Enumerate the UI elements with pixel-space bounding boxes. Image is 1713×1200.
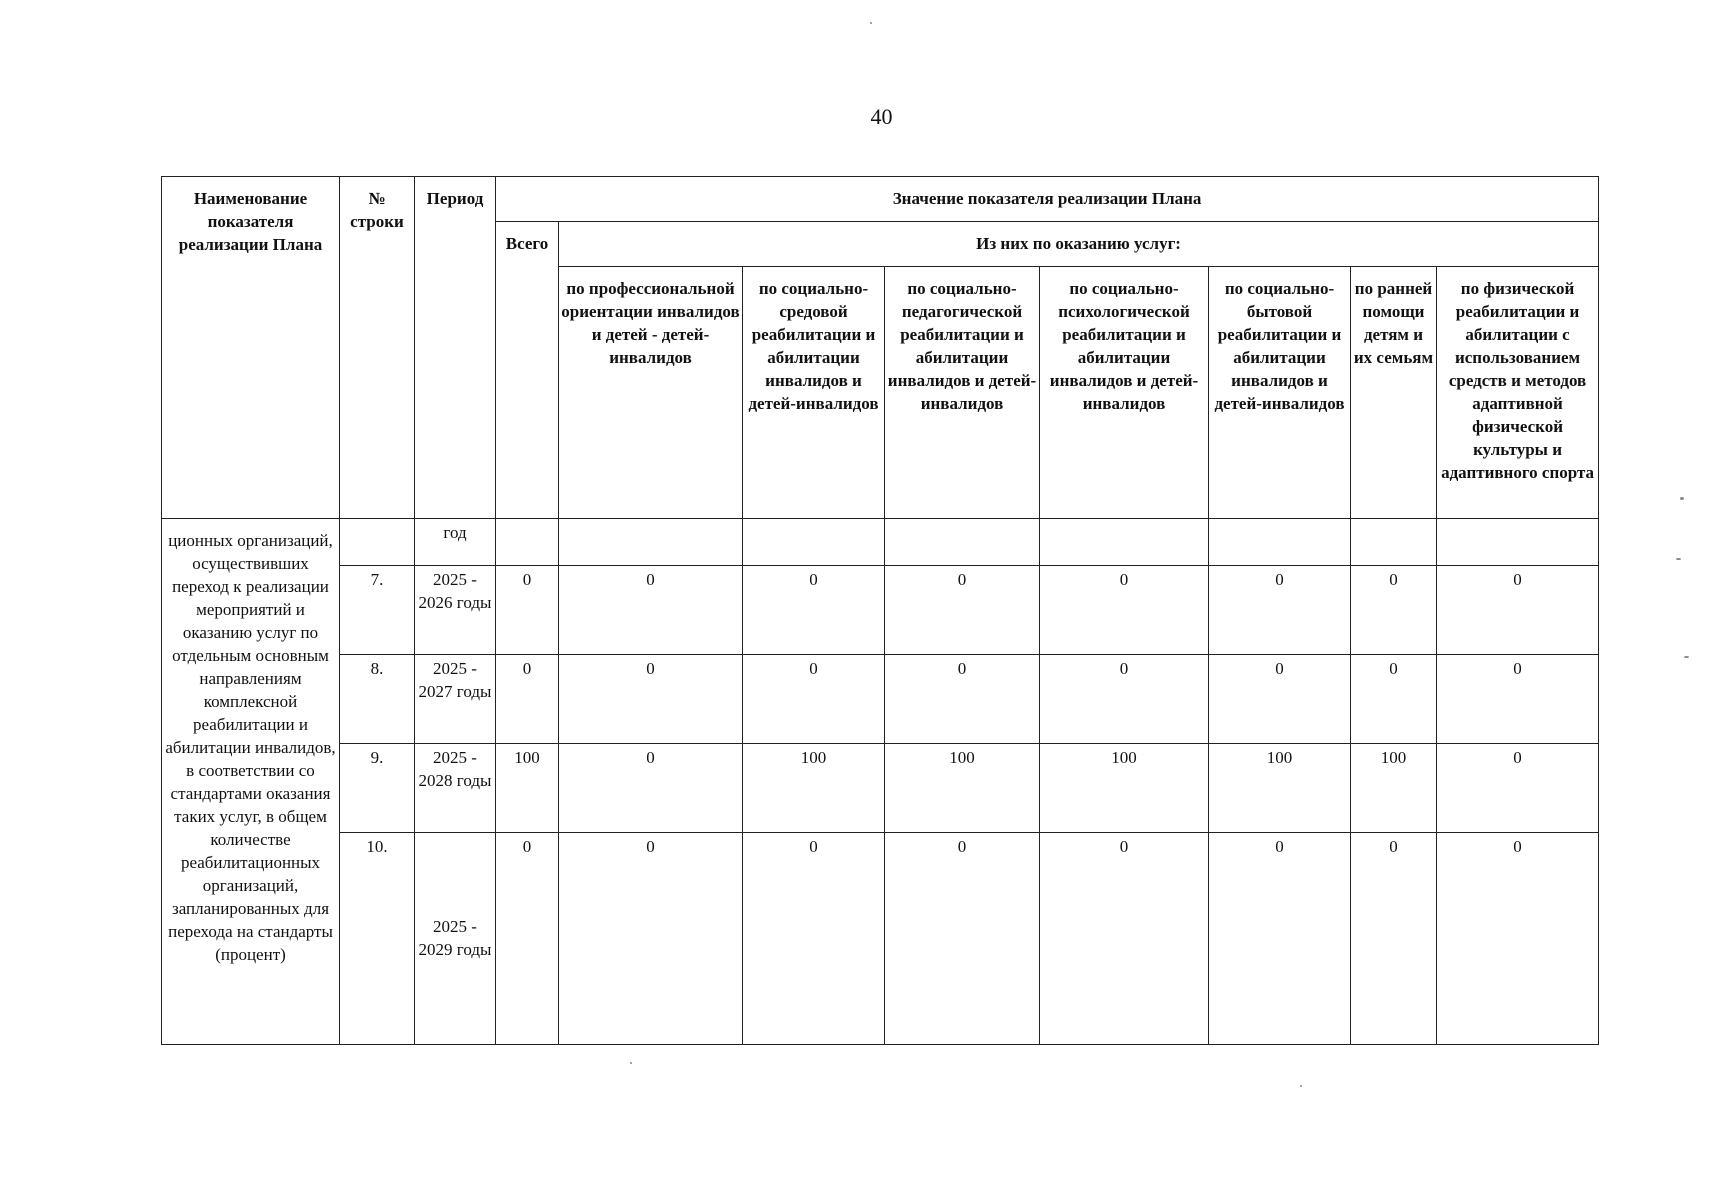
row-number-cell <box>340 519 415 566</box>
row-number-cell: 9. <box>340 744 415 833</box>
total-cell: 0 <box>496 566 559 655</box>
indicator-name-cell: ционных организаций, осуществивших переход к реализации мероприятий и оказанию услуг по отдельным основным направлениям комплексной реабилитации и абилитации инвалидов, в соответствии со стандартами оказания таких услуг, в общем количестве реабилитационных организаций, запланированных для перехода на стандарты (процент) <box>162 519 340 1045</box>
value-cell: 0 <box>885 833 1040 1045</box>
row-number-cell: 10. <box>340 833 415 1045</box>
header-value-group: Значение показателя реализации Плана <box>496 177 1599 222</box>
value-cell: 0 <box>1040 655 1209 744</box>
value-cell: 0 <box>885 566 1040 655</box>
value-cell <box>885 519 1040 566</box>
header-services-group: Из них по оказанию услуг: <box>559 222 1599 267</box>
value-cell: 0 <box>1437 744 1599 833</box>
value-cell: 0 <box>1209 566 1351 655</box>
value-cell: 0 <box>1209 655 1351 744</box>
value-cell: 0 <box>743 833 885 1045</box>
row-number-cell: 8. <box>340 655 415 744</box>
header-service-social-pedagogical: по социально-педагогической реабилитации и абилитации инвалидов и детей-инвалидов <box>885 267 1040 519</box>
value-cell: 0 <box>559 566 743 655</box>
value-cell: 0 <box>559 655 743 744</box>
header-indicator-name: Наименование показателя реализации Плана <box>162 177 340 519</box>
header-service-social-psychological: по социально-психологической реабилитации и абилитации инвалидов и детей-инвалидов <box>1040 267 1209 519</box>
table-row <box>162 655 1599 744</box>
total-cell: 100 <box>496 744 559 833</box>
period-cell: 2025 - 2026 годы <box>415 566 496 655</box>
value-cell: 0 <box>743 655 885 744</box>
total-cell <box>496 519 559 566</box>
value-cell <box>743 519 885 566</box>
value-cell: 0 <box>1351 833 1437 1045</box>
table-row <box>162 833 1599 1045</box>
row-number-cell: 7. <box>340 566 415 655</box>
value-cell: 0 <box>1437 566 1599 655</box>
value-cell: 0 <box>1351 566 1437 655</box>
table-row-carry-over <box>162 519 1599 566</box>
scan-speck <box>870 22 872 24</box>
scan-speck <box>1684 656 1689 658</box>
scan-speck <box>1680 497 1684 500</box>
page-number: 40 <box>870 104 893 129</box>
period-cell: 2025 - 2029 годы <box>415 833 496 1045</box>
total-cell: 0 <box>496 655 559 744</box>
value-cell: 100 <box>1040 744 1209 833</box>
scan-speck <box>1676 558 1681 560</box>
value-cell: 100 <box>1209 744 1351 833</box>
value-cell: 0 <box>1437 833 1599 1045</box>
header-service-social-household: по социально-бытовой реабилитации и абилитации инвалидов и детей-инвалидов <box>1209 267 1351 519</box>
value-cell: 0 <box>559 833 743 1045</box>
value-cell: 0 <box>743 566 885 655</box>
header-service-early-help: по ранней помощи детям и их семьям <box>1351 267 1437 519</box>
period-cell: 2025 - 2028 годы <box>415 744 496 833</box>
value-cell <box>1437 519 1599 566</box>
value-cell: 0 <box>1040 833 1209 1045</box>
value-cell: 100 <box>885 744 1040 833</box>
value-cell <box>1209 519 1351 566</box>
value-cell <box>1040 519 1209 566</box>
value-cell: 100 <box>1351 744 1437 833</box>
header-service-professional-orientation: по профессиональной ориентации инвалидов и детей - детей-инвалидов <box>559 267 743 519</box>
value-cell <box>559 519 743 566</box>
value-cell <box>1351 519 1437 566</box>
total-cell: 0 <box>496 833 559 1045</box>
value-cell: 0 <box>1351 655 1437 744</box>
header-total: Всего <box>496 222 559 519</box>
table-row <box>162 744 1599 833</box>
value-cell: 0 <box>1437 655 1599 744</box>
scan-speck <box>630 1062 632 1064</box>
value-cell: 100 <box>743 744 885 833</box>
value-cell: 0 <box>1040 566 1209 655</box>
period-cell: 2025 - 2027 годы <box>415 655 496 744</box>
value-cell: 0 <box>885 655 1040 744</box>
value-cell: 0 <box>559 744 743 833</box>
plan-indicator-table <box>161 176 1599 1045</box>
header-service-physical-rehabilitation: по физической реабилитации и абилитации с использованием средств и методов адаптивной физической культуры и адаптивного спорта <box>1437 267 1599 519</box>
scan-speck <box>1300 1085 1302 1087</box>
header-row-number: № строки <box>340 177 415 519</box>
value-cell: 0 <box>1209 833 1351 1045</box>
header-period: Период <box>415 177 496 519</box>
header-service-social-environmental: по социально-средовой реабилитации и абилитации инвалидов и детей-инвалидов <box>743 267 885 519</box>
period-cell: год <box>415 519 496 566</box>
table-row <box>162 566 1599 655</box>
